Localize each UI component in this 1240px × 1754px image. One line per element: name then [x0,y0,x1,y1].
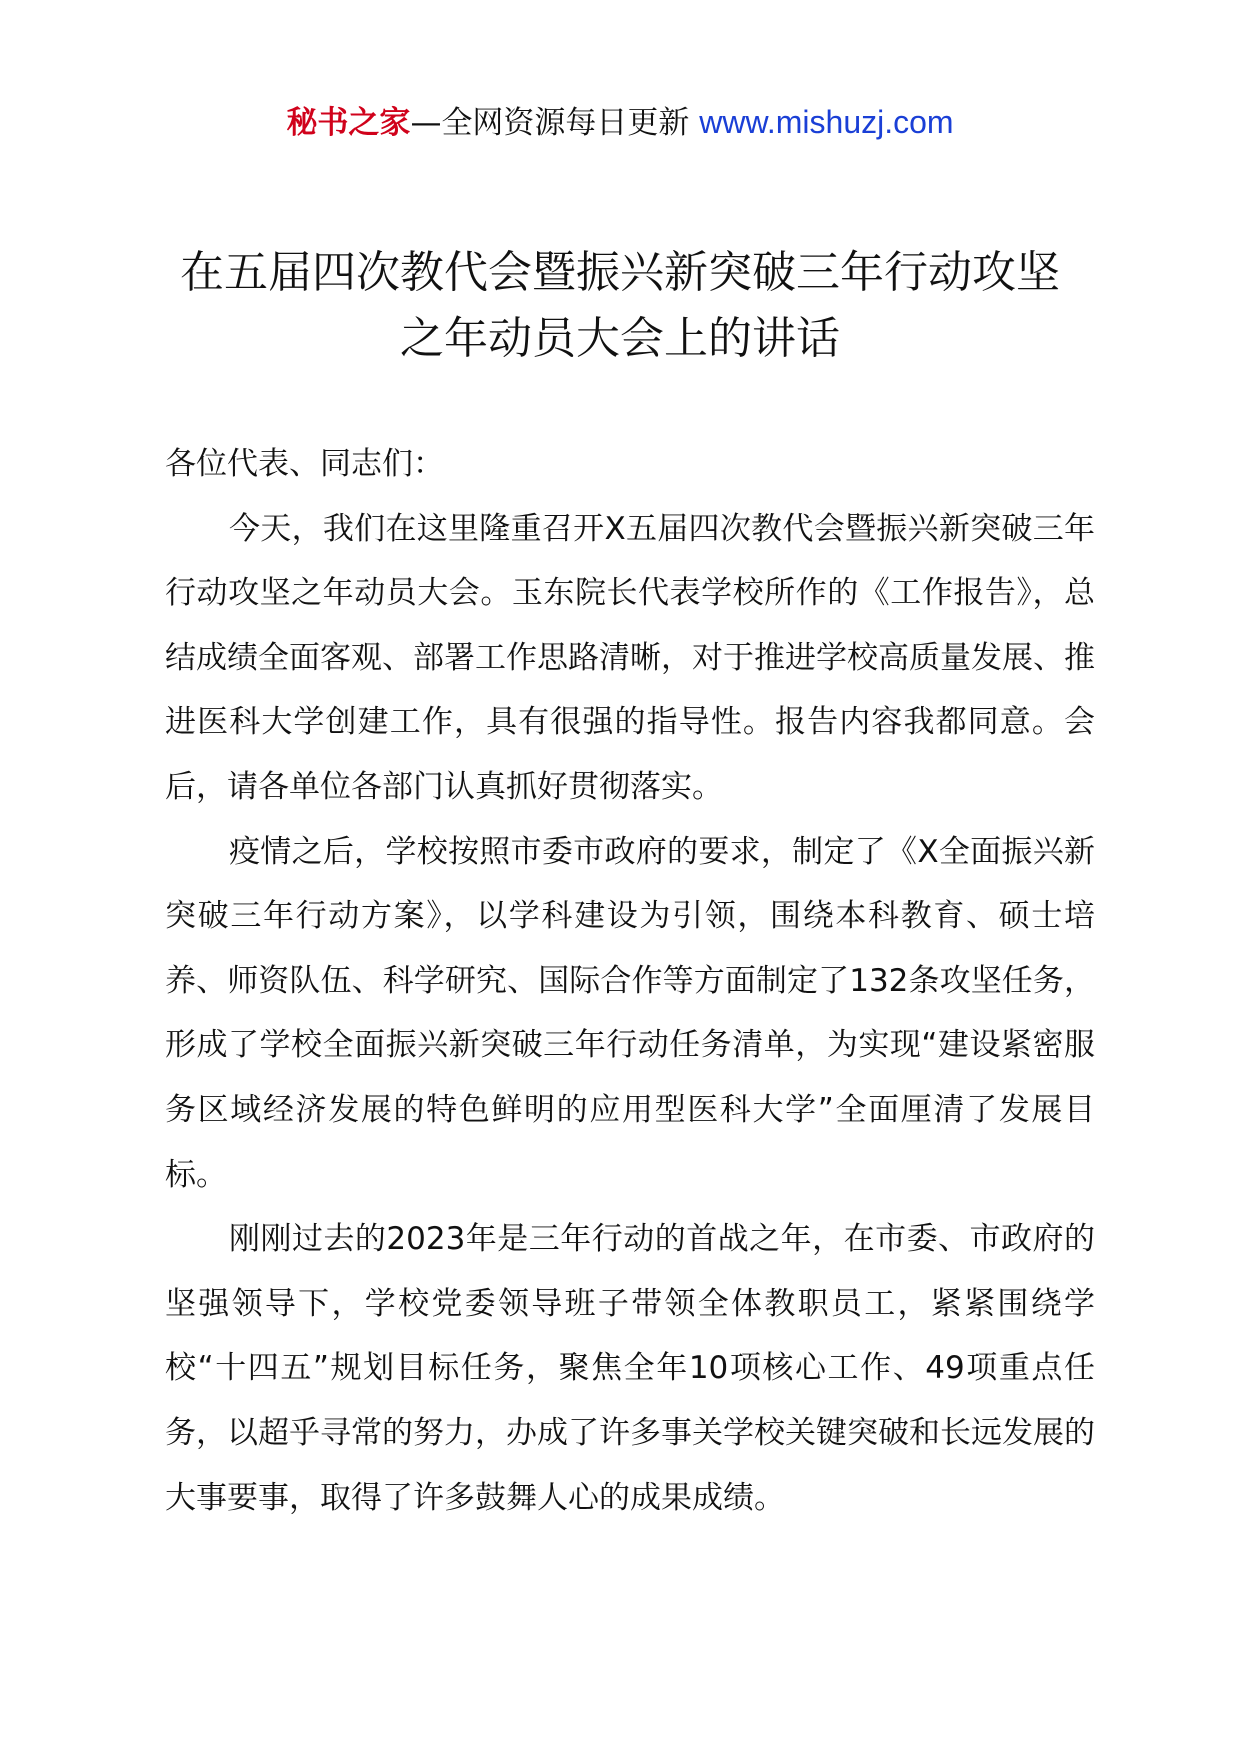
salutation: 各位代表、同志们： [165,446,444,482]
paragraph-1: 今天，我们在这里隆重召开X五届四次教代会暨振兴新突破三年行动攻坚之年动员大会。玉东院长代表学校所作的《工作报告》，总结成绩全面客观、部署工作思路清晰，对于推进学校高质量发展、推进医科大学创建工作，具有很强的指导性。报告内容我都同意。会后，请各单位各部门认真抓好贯彻落实。 [165,510,1095,805]
site-header [0,100,1240,145]
paragraph-2: 疫情之后，学校按照市委市政府的要求，制定了《X全面振兴新突破三年行动方案》，以学科建设为引领，围绕本科教育、硕士培养、师资队伍、科学研究、国际合作等方面制定了132条攻坚任务，形成了学校全面振兴新突破三年行动任务清单，为实现“建设紧密服务区域经济发展的特色鲜明的应用型医科大学”全面厘清了发展目标。 [165,833,1095,1193]
header-tagline: —全网资源每日更新 [410,105,690,141]
title-line-1: 在五届四次教代会暨振兴新突破三年行动攻坚 [180,247,1060,298]
site-url-link[interactable]: www.mishuzj.com [699,104,954,140]
document-title [140,240,1100,372]
paragraph-3: 刚刚过去的2023年是三年行动的首战之年，在市委、市政府的坚强领导下，学校党委领导班子带领全体教职员工，紧紧围绕学校“十四五”规划目标任务，聚焦全年10项核心工作、49项重点任务，以超乎寻常的努力，办成了许多事关学校关键突破和长远发展的大事要事，取得了许多鼓舞人心的成果成绩。 [165,1221,1095,1516]
brand-name: 秘书之家 [286,105,411,141]
document-body [165,432,1095,1530]
title-line-2: 之年动员大会上的讲话 [400,313,840,364]
